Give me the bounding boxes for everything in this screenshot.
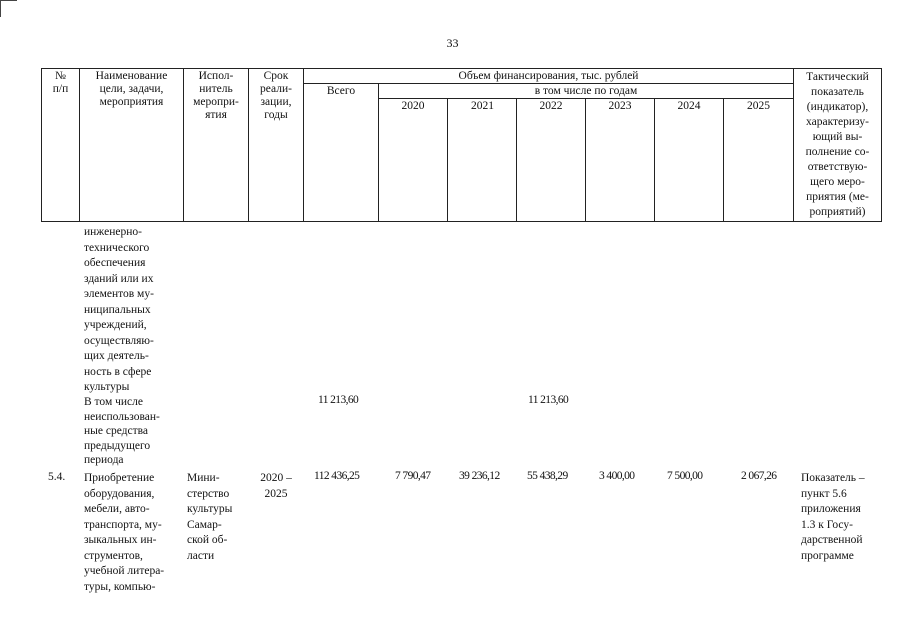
item-indicator: Показатель – пункт 5.6 приложения 1.3 к Госу- дарственной программе	[801, 472, 865, 562]
item-executor: Мини- стерство культуры Самар- ской об- ласти	[187, 472, 233, 562]
header-year-2024: 2024	[677, 100, 701, 112]
item-2022: 55 438,29	[527, 470, 568, 482]
header-col-indicator: Тактический показатель (индикатор), характеризу- ющий вы- полнение со- ответствую- щего меро- приятия (ме- роприятий)	[805, 71, 870, 218]
page-corner-mark	[0, 0, 17, 17]
continuation-text: инженерно- технического обеспечения зданий или их элементов му- ниципальных учреждений, осуществляю- щих деятель- ность в сфере культуры	[84, 226, 154, 393]
header-col-number: № п/п	[52, 70, 69, 95]
unused-funds-total: 11 213,60	[318, 394, 359, 406]
item-number: 5.4.	[48, 471, 66, 483]
header-year-2020: 2020	[401, 100, 425, 112]
header-year-2023: 2023	[608, 100, 632, 112]
header-year-2022: 2022	[539, 100, 563, 112]
header-col-by-years: в том числе по годам	[534, 85, 638, 97]
item-2024: 7 500,00	[667, 470, 703, 482]
item-term: 2020 – 2025	[260, 472, 292, 500]
header-col-name: Наименование цели, задачи, мероприятия	[95, 70, 168, 108]
item-2020: 7 790,47	[395, 470, 431, 482]
item-total: 112 436,25	[314, 470, 360, 482]
item-2023: 3 400,00	[599, 470, 635, 482]
header-col-total: Всего	[326, 85, 356, 97]
unused-funds-2022: 11 213,60	[528, 394, 569, 406]
page-number: 33	[446, 36, 459, 50]
item-2025: 2 067,26	[741, 470, 777, 482]
unused-funds-text: В том числе неиспользован- ные средства предыдущего периода	[84, 396, 160, 466]
header-year-2025: 2025	[747, 100, 770, 112]
header-col-funding: Объем финансирования, тыс. рублей	[458, 70, 639, 82]
header-col-executor: Испол- нитель меропри- ятия	[193, 70, 239, 121]
header-col-term: Срок реали- зации, годы	[260, 70, 292, 121]
item-name: Приобретение оборудования, мебели, авто- транспорта, му- зыкальных ин- струментов, учебной литера- туры, компью-	[84, 472, 165, 593]
item-2021: 39 236,12	[459, 470, 500, 482]
header-year-2021: 2021	[471, 100, 494, 112]
